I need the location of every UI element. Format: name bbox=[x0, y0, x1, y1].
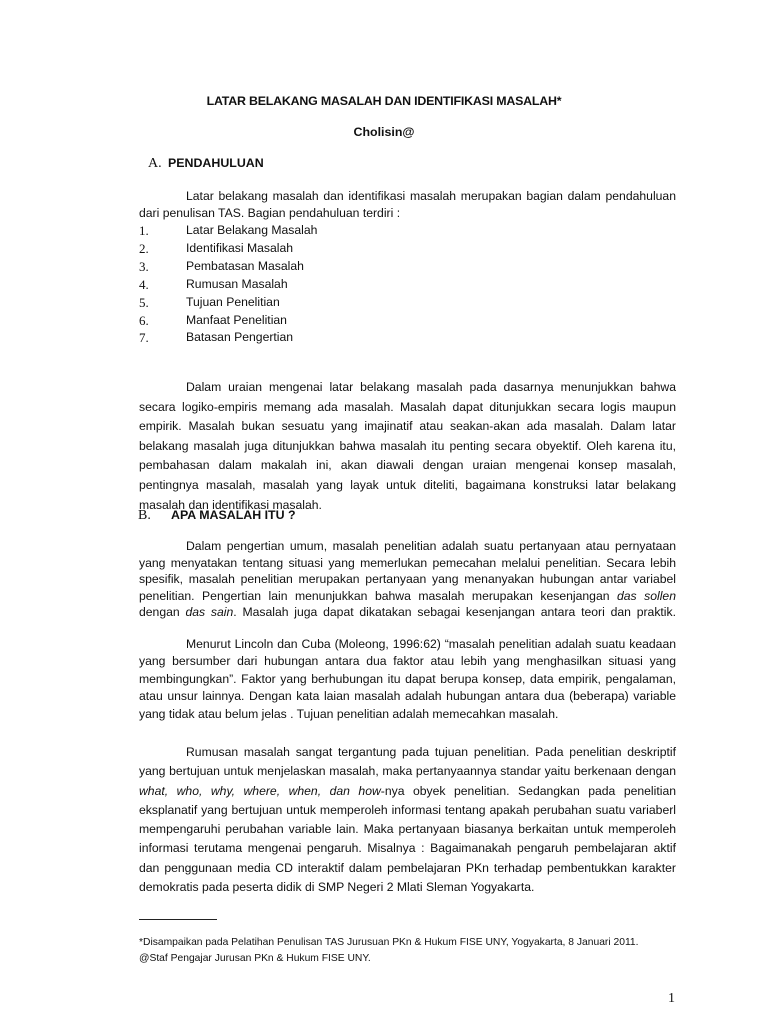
list-text: Pembatasan Masalah bbox=[186, 258, 304, 273]
list-text: Latar Belakang Masalah bbox=[186, 223, 318, 237]
list-number: 4. bbox=[139, 276, 149, 292]
list-item bbox=[139, 240, 676, 258]
list-text: Batasan Pengertian bbox=[186, 330, 294, 345]
footnote-divider bbox=[139, 919, 217, 920]
paragraph-text: Dalam uraian mengenai latar belakang masalah pada dasarnya menunjukkan bahwa secara logiko-empiris memang ada masalah. Masalah dapat ditunjukkan secara logis maupun empirik. Masalah bukan sesuatu yang imajinatif atau seakan-akan ada masalah. Dalam latar belakang masalah juga ditunjukkan bahwa masalah itu penting secara obyektif. Oleh karena itu, pembahasan dalam makalah ini, akan diawali dengan uraian mengenai konsep masalah, pentingnya masalah, masalah yang layak untuk diteliti, bagaimana konstruksi latar belakang masalah dan identifikasi masalah. bbox=[139, 380, 676, 512]
list-number: 2. bbox=[139, 240, 149, 256]
footnote-2: @Staf Pengajar Jurusan PKn & Hukum FISE UNY. bbox=[139, 953, 371, 964]
paragraph-text: Rumusan masalah sangat tergantung pada tujuan penelitian. Pada penelitian deskriptif yang bertujuan untuk menjelaskan masalah, maka pertanyaannya standar yaitu berkenaan dengan bbox=[139, 745, 676, 779]
list-text: Rumusan Masalah bbox=[186, 276, 288, 291]
list-item bbox=[139, 222, 676, 240]
list-number: 6. bbox=[139, 312, 149, 328]
paragraph-latar-belakang bbox=[139, 378, 676, 515]
list-item bbox=[139, 258, 676, 276]
document-title: LATAR BELAKANG MASALAH DAN IDENTIFIKASI MASALAH* bbox=[206, 94, 562, 108]
paragraph-text: Dalam pengertian umum, masalah penelitian adalah suatu pertanyaan atau pernyataan yang menyatakan tentang situasi yang memerlukan pemecahan melalui penelitian. Secara lebih spesifik, masalah penelitian merupakan pertanyaan yang menanyakan hubungan antar variabel penelitian. Pengertian lain menunjukkan bahwa masalah merupakan kesenjangan bbox=[139, 539, 676, 603]
section-a-title: PENDAHULUAN bbox=[168, 156, 264, 170]
list-item bbox=[139, 294, 676, 312]
list-text: Tujuan Penelitian bbox=[186, 294, 280, 309]
list-item bbox=[139, 312, 676, 330]
paragraph-text: dengan bbox=[139, 605, 186, 620]
section-b-letter: B. bbox=[138, 508, 151, 523]
list-item bbox=[139, 276, 676, 294]
paragraph-text: . Masalah juga dapat dikatakan sebagai kesenjangan antara teori dan praktik. bbox=[233, 605, 676, 620]
paragraph-lincoln-cuba bbox=[139, 636, 676, 723]
paragraph-text: Menurut Lincoln dan Cuba (Moleong, 1996:62) “masalah penelitian adalah suatu keadaan yang bersumber dari hubungan antara dua faktor atau lebih yang menghasilkan situasi yang membingungkan”. Faktor yang berhubungan itu dapat berupa konsep, data empirik, pengalaman, atau unsur lainnya. Dengan kata laian masalah adalah hubungan antara dua (beberapa) variable yang tidak atau belum jelas . Tujuan penelitian adalah memecahkan masalah. bbox=[139, 637, 676, 721]
section-b-title: APA MASALAH ITU ? bbox=[171, 508, 296, 522]
footnote-1: *Disampaikan pada Pelatihan Penulisan TAS Jurusuan PKn & Hukum FISE UNY, Yogyakarta, 8 Januari 2011. bbox=[139, 937, 639, 948]
section-b-heading bbox=[138, 508, 296, 524]
list-text: Manfaat Penelitian bbox=[186, 312, 287, 327]
intro-text: Latar belakang masalah dan identifikasi masalah merupakan bagian dalam pendahuluan dari penulisan TAS. Bagian pendahuluan terdiri : bbox=[139, 189, 676, 220]
italic-term: what, who, why, where, when, dan how bbox=[139, 783, 381, 798]
list-text: Identifikasi Masalah bbox=[186, 240, 294, 255]
page-number: 1 bbox=[668, 991, 675, 1006]
paragraph-rumusan bbox=[139, 743, 676, 897]
section-a-heading bbox=[148, 156, 264, 172]
pendahuluan-list bbox=[139, 222, 676, 347]
intro-paragraph bbox=[139, 188, 676, 222]
list-number: 3. bbox=[139, 258, 149, 274]
list-number: 5. bbox=[139, 294, 149, 310]
list-number: 7. bbox=[139, 330, 149, 346]
author-name: Cholisin@ bbox=[353, 125, 415, 139]
paragraph-pengertian bbox=[139, 538, 676, 621]
section-a-letter: A. bbox=[148, 156, 162, 171]
italic-term: das sollen bbox=[617, 588, 676, 603]
list-item bbox=[139, 329, 676, 347]
italic-term: das sain bbox=[185, 605, 234, 620]
paragraph-text: -nya obyek penelitian. Sedangkan pada penelitian eksplanatif yang bertujuan untuk memperoleh informasi tentang apakah perubahan suatu variaberl mempengaruhi perubahan variable lain. Maka pertanyaan biasanya berkaitan untuk memperoleh informasi terutama mengenai pengaruh. Misalnya : Bagaimanakah pengaruh pembelajaran aktif dan penggunaan media CD interaktif dalam pembelajaran PKn terhadap pembentukkan karakter demokratis pada peserta didik di SMP Negeri 2 Mlati Sleman Yogyakarta. bbox=[139, 783, 676, 895]
list-number: 1. bbox=[139, 223, 149, 238]
